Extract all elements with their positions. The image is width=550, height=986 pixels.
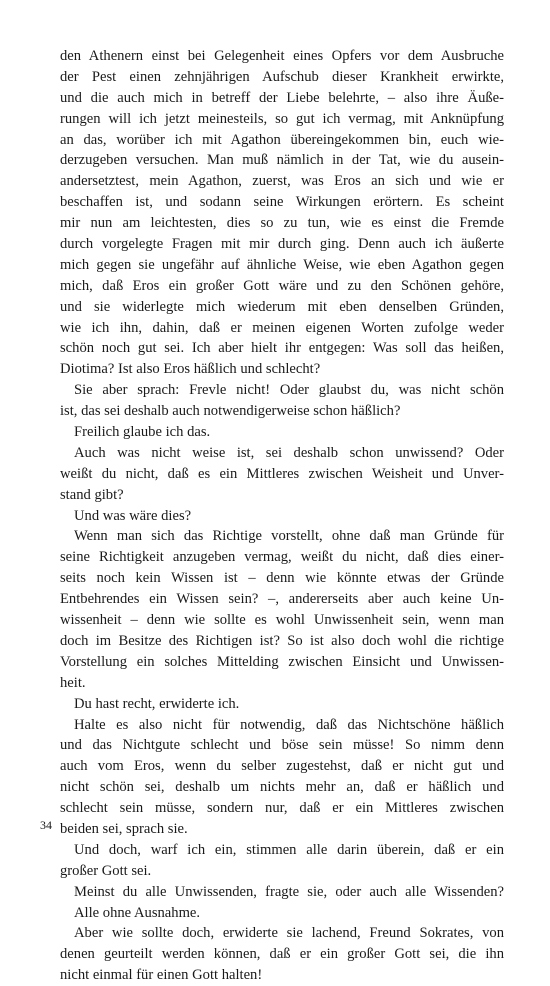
text-line: seine Richtigkeit anzugeben vermag, weißt du nicht, daß dies einer- <box>60 549 504 566</box>
text-line: andersetztest, mein Agathon, zuerst, was Eros an sich und wie er <box>60 173 504 190</box>
text-line: und sie widerlegte mich wiederum mit eben denselben Gründen, <box>60 298 504 315</box>
text-line: mich gegen sie ungefähr auf ähnliche Weise, wie eben Agathon gegen <box>60 256 504 273</box>
text-line: beschaffen ist, und sodann seine Wirkungen erörtern. Es scheint <box>60 194 504 211</box>
text-line: ist, das sei deshalb auch notwendigerweise schon häßlich? <box>60 403 401 420</box>
text-line: großer Gott sei. <box>60 862 152 879</box>
text-line: Und doch, warf ich ein, stimmen alle darin überein, daß er ein <box>74 841 504 858</box>
text-line: doch im Besitze des Richtigen ist? So ist also doch wohl die richtige <box>60 632 504 649</box>
text-line: durch vorgelegte Fragen mit mir durch ging. Denn auch ich äußerte <box>60 236 504 253</box>
text-line: den Athenern einst bei Gelegenheit eines Opfers vor dem Ausbruche <box>60 48 504 64</box>
text-line: mir nun am leichtesten, dies so zu tun, wie es einst die Fremde <box>60 215 504 232</box>
page-number: 34 <box>40 818 52 832</box>
text-line: nicht einmal für einen Gott halten! <box>60 967 263 984</box>
text-line: Aber wie sollte doch, erwiderte sie lachend, Freund Sokrates, von <box>74 925 504 942</box>
text-line: der Pest einen zehnjährigen Aufschub dieser Krankheit erwirkte, <box>60 68 504 85</box>
text-line: Sie aber sprach: Frevle nicht! Oder glaubst du, was nicht schön <box>74 382 504 399</box>
text-line: wie ich ihn, dahin, daß er meinen eigenen Worten zufolge weder <box>60 319 504 336</box>
text-line: Du hast recht, erwiderte ich. <box>74 695 240 712</box>
text-line: Auch was nicht weise ist, sei deshalb schon unwissend? Oder <box>74 444 504 461</box>
text-line: heit. <box>60 674 86 691</box>
text-line: Meinst du alle Unwissenden, fragte sie, oder auch alle Wissenden? <box>74 883 504 900</box>
text-line: weißt du nicht, daß es ein Mittleres zwischen Weisheit und Unver- <box>60 465 504 482</box>
text-line: nicht schön sei, deshalb um nichts mehr an, daß er häßlich und <box>60 779 504 796</box>
page-body <box>60 46 504 986</box>
text-line: seits noch kein Wissen ist – denn wie könnte etwas der Gründe <box>60 570 504 587</box>
text-line: rungen will ich jetzt meinesteils, so gut ich vermag, mit Anknüpfung <box>60 110 504 127</box>
text-line: und das Nichtgute schlecht und böse sein müsse! So nimm denn <box>60 737 504 754</box>
text-line: schlecht sein müsse, sondern nur, daß er ein Mittleres zwischen <box>60 800 504 817</box>
text-line: Und was wäre dies? <box>74 507 192 524</box>
text-line: mich, daß Eros ein großer Gott wäre und zu den Schönen gehöre, <box>60 277 504 294</box>
text-line: an das, worüber ich mit Agathon übereingekommen bin, euch wie- <box>60 131 504 148</box>
text-line: Halte es also nicht für notwendig, daß das Nichtschöne häßlich <box>74 716 504 733</box>
text-line: Diotima? Ist also Eros häßlich und schlecht? <box>60 361 321 378</box>
text-line: denen geurteilt werden können, daß er ein großer Gott sei, die ihn <box>60 946 504 963</box>
text-line: Alle ohne Ausnahme. <box>74 904 201 921</box>
text-line: schön noch gut sei. Ich aber hielt ihr entgegen: Was soll das heißen, <box>60 340 504 357</box>
text-line: und die auch mich in betreff der Liebe belehrte, – also ihre Äuße- <box>60 89 504 106</box>
text-line: Vorstellung ein solches Mittelding zwischen Einsicht und Unwissen- <box>60 653 504 670</box>
text-line: beiden sei, sprach sie. <box>60 820 188 837</box>
text-line: wissenheit – denn wie sollte es wohl Unwissenheit sein, wenn man <box>60 612 504 629</box>
text-line: Wenn man sich das Richtige vorstellt, ohne daß man Gründe für <box>74 528 504 545</box>
text-line: Freilich glaube ich das. <box>74 424 211 441</box>
text-line: derzugeben versuchen. Man muß nämlich in der Tat, wie du ausein- <box>60 152 504 169</box>
text-line: auch vom Eros, wenn du selber zugestehst, daß er nicht gut und <box>60 758 504 775</box>
text-line: stand gibt? <box>60 486 124 503</box>
text-line: Entbehrendes ein Wissen sein? –, andererseits aber auch keine Un- <box>60 591 504 608</box>
